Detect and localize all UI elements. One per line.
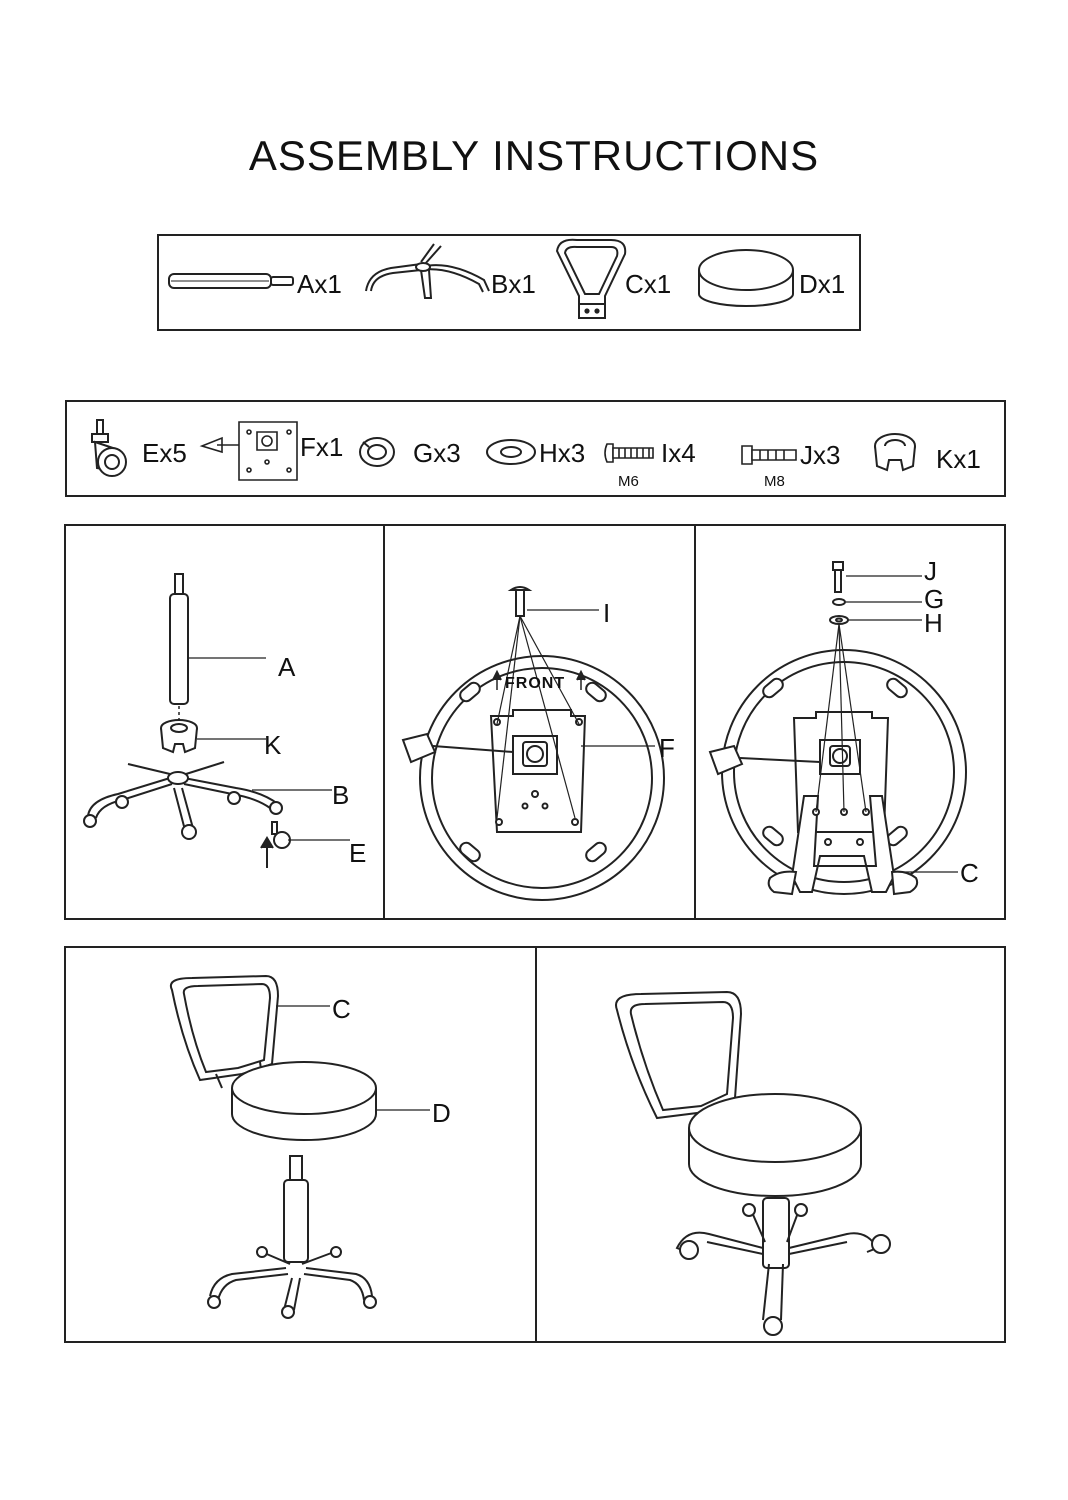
parts-hardware-drawings	[67, 402, 1008, 499]
part-label-k: Kx1	[936, 444, 981, 474]
callout-d-step4: D	[432, 1098, 451, 1128]
part-label-f: Fx1	[300, 432, 344, 462]
callout-g: G	[924, 584, 945, 614]
part-label-b: Bx1	[491, 269, 536, 299]
part-d-seat-illustration	[699, 250, 793, 306]
step-4-drawing	[66, 948, 539, 1345]
part-k-sleeve-illustration	[875, 434, 915, 470]
part-j-bolt-m8-illustration	[742, 446, 796, 464]
step2-mechanism-plate	[491, 710, 585, 832]
callout-h: H	[924, 608, 943, 638]
part-label-g: Gx3	[413, 438, 461, 468]
part-h-flat-washer-illustration	[487, 440, 535, 464]
part-label-h: Hx3	[539, 438, 586, 468]
callout-k: K	[264, 730, 282, 760]
part-label-d: Dx1	[799, 269, 846, 299]
bolt-size-m8: M8	[764, 473, 785, 490]
part-f-mechanism-illustration	[202, 422, 297, 480]
step-5-drawing	[537, 948, 1008, 1345]
step-2-drawing	[385, 526, 698, 922]
part-g-spring-washer-illustration	[360, 438, 394, 466]
callout-c: C	[960, 858, 979, 888]
part-label-e: Ex5	[142, 438, 187, 468]
page-title: ASSEMBLY INSTRUCTIONS	[248, 132, 820, 179]
part-label-j: Jx3	[800, 440, 841, 470]
step-5-final-panel	[535, 946, 1006, 1343]
callout-j: J	[924, 556, 937, 586]
step1-gas-lift	[170, 574, 188, 704]
parts-list-main	[157, 234, 861, 331]
callout-a: A	[278, 652, 296, 682]
part-c-backrest-frame-illustration	[557, 240, 625, 318]
front-marker: FRONT	[505, 675, 566, 692]
parts-list-hardware	[65, 400, 1006, 497]
part-label-i: Ix4	[661, 438, 696, 468]
step1-caster	[272, 822, 290, 848]
part-e-caster-illustration	[92, 420, 126, 476]
part-b-base-illustration	[366, 244, 489, 298]
part-i-bolt-m6-illustration	[605, 444, 653, 462]
bolt-size-m6: M6	[618, 473, 639, 490]
part-label-a: Ax1	[297, 269, 342, 299]
callout-i: I	[603, 598, 611, 628]
part-label-c: Cx1	[625, 269, 672, 299]
callout-f: F	[659, 733, 675, 763]
step-3-panel	[694, 524, 1006, 920]
callout-c-step4: C	[332, 994, 351, 1024]
step1-sleeve	[161, 720, 197, 752]
callout-b: B	[332, 780, 350, 810]
step-1-panel	[64, 524, 385, 920]
part-a-gas-lift-illustration	[169, 274, 293, 288]
step-4-panel	[64, 946, 537, 1343]
step-1-drawing	[66, 526, 387, 922]
callout-e: E	[349, 838, 367, 868]
step-2-panel	[383, 524, 696, 920]
step2-bolt	[511, 587, 529, 616]
